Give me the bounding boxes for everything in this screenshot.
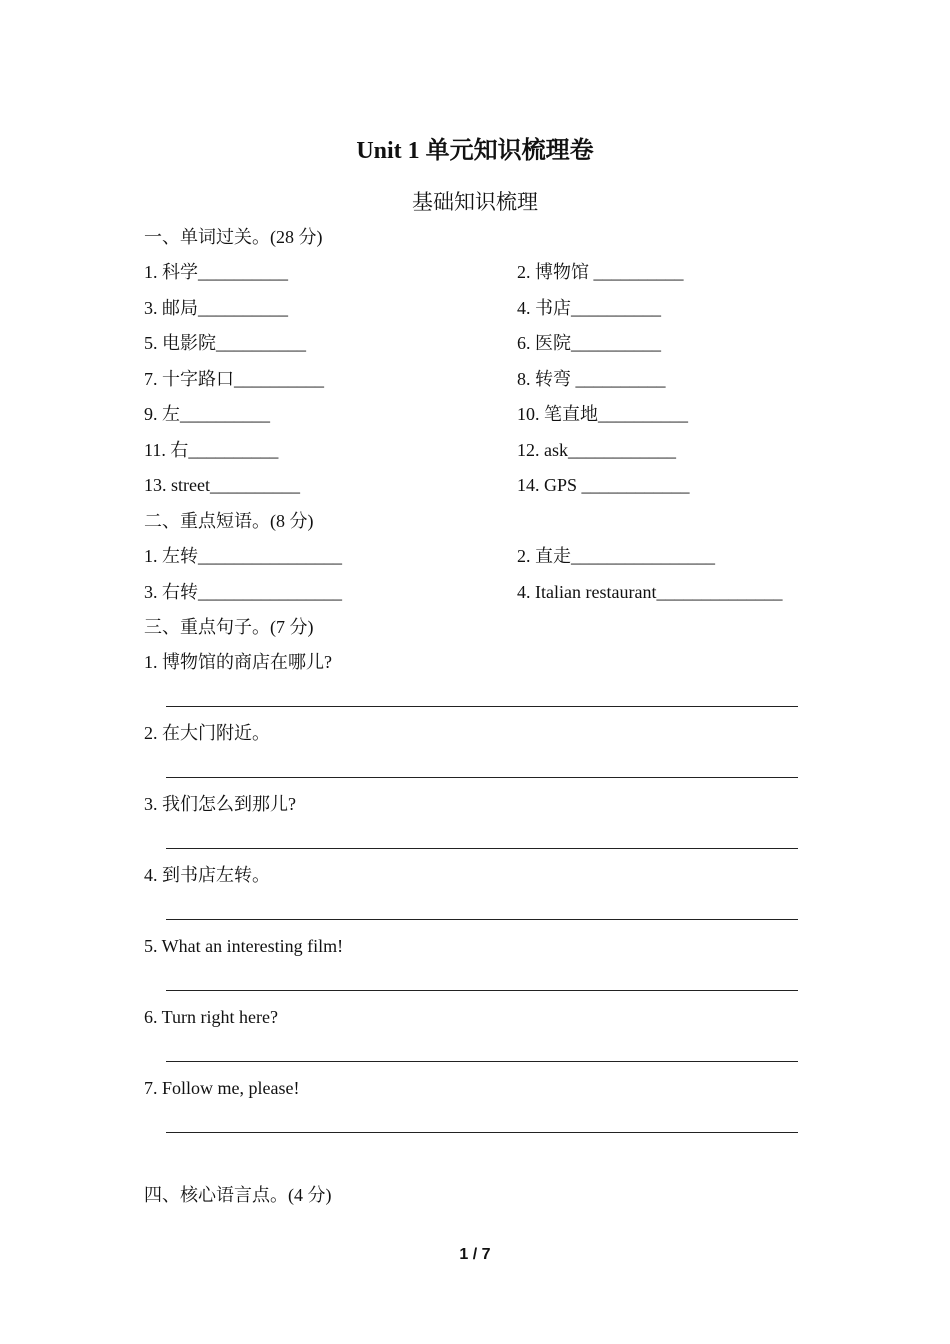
- sentence-prompt: 2. 在大门附近。: [144, 723, 270, 743]
- answer-line: [166, 1132, 798, 1133]
- sentence-prompt: 7. Follow me, please!: [144, 1078, 300, 1098]
- answer-line: [166, 848, 798, 849]
- vocab-item: 13. street__________: [144, 475, 300, 495]
- page-number: 1 / 7: [459, 1246, 491, 1263]
- sentence-prompt: 5. What an interesting film!: [144, 936, 344, 956]
- phrase-item: 1. 左转________________: [144, 546, 342, 566]
- phrase-item: 3. 右转________________: [144, 582, 342, 602]
- vocab-item: 3. 邮局__________: [144, 298, 288, 318]
- vocab-item: 9. 左__________: [144, 404, 270, 424]
- vocab-item: 2. 博物馆 __________: [517, 262, 684, 282]
- sentence-prompt: 4. 到书店左转。: [144, 865, 270, 885]
- vocab-item: 7. 十字路口__________: [144, 369, 324, 389]
- section-heading-sentences: 三、重点句子。(7 分): [144, 617, 314, 637]
- answer-line: [166, 1061, 798, 1062]
- vocab-item: 14. GPS ____________: [517, 475, 690, 495]
- section-heading-key-points: 四、核心语言点。(4 分): [144, 1185, 332, 1205]
- vocab-item: 6. 医院__________: [517, 333, 661, 353]
- page-title: Unit 1 单元知识梳理卷: [356, 138, 594, 164]
- phrase-item: 2. 直走________________: [517, 546, 715, 566]
- vocab-item: 10. 笔直地__________: [517, 404, 688, 424]
- sentence-prompt: 3. 我们怎么到那儿?: [144, 794, 296, 814]
- sentence-prompt: 6. Turn right here?: [144, 1007, 278, 1027]
- section-heading-vocabulary: 一、单词过关。(28 分): [144, 227, 323, 247]
- vocab-item: 11. 右__________: [144, 440, 279, 460]
- vocab-item: 1. 科学__________: [144, 262, 288, 282]
- phrase-item: 4. Italian restaurant______________: [517, 582, 783, 602]
- answer-line: [166, 706, 798, 707]
- sentence-prompt: 1. 博物馆的商店在哪儿?: [144, 652, 332, 672]
- vocab-item: 5. 电影院__________: [144, 333, 306, 353]
- answer-line: [166, 919, 798, 920]
- answer-line: [166, 777, 798, 778]
- section-heading-phrases: 二、重点短语。(8 分): [144, 511, 314, 531]
- vocab-item: 8. 转弯 __________: [517, 369, 666, 389]
- vocab-item: 4. 书店__________: [517, 298, 661, 318]
- page-subtitle: 基础知识梳理: [412, 190, 538, 214]
- vocab-item: 12. ask____________: [517, 440, 676, 460]
- answer-line: [166, 990, 798, 991]
